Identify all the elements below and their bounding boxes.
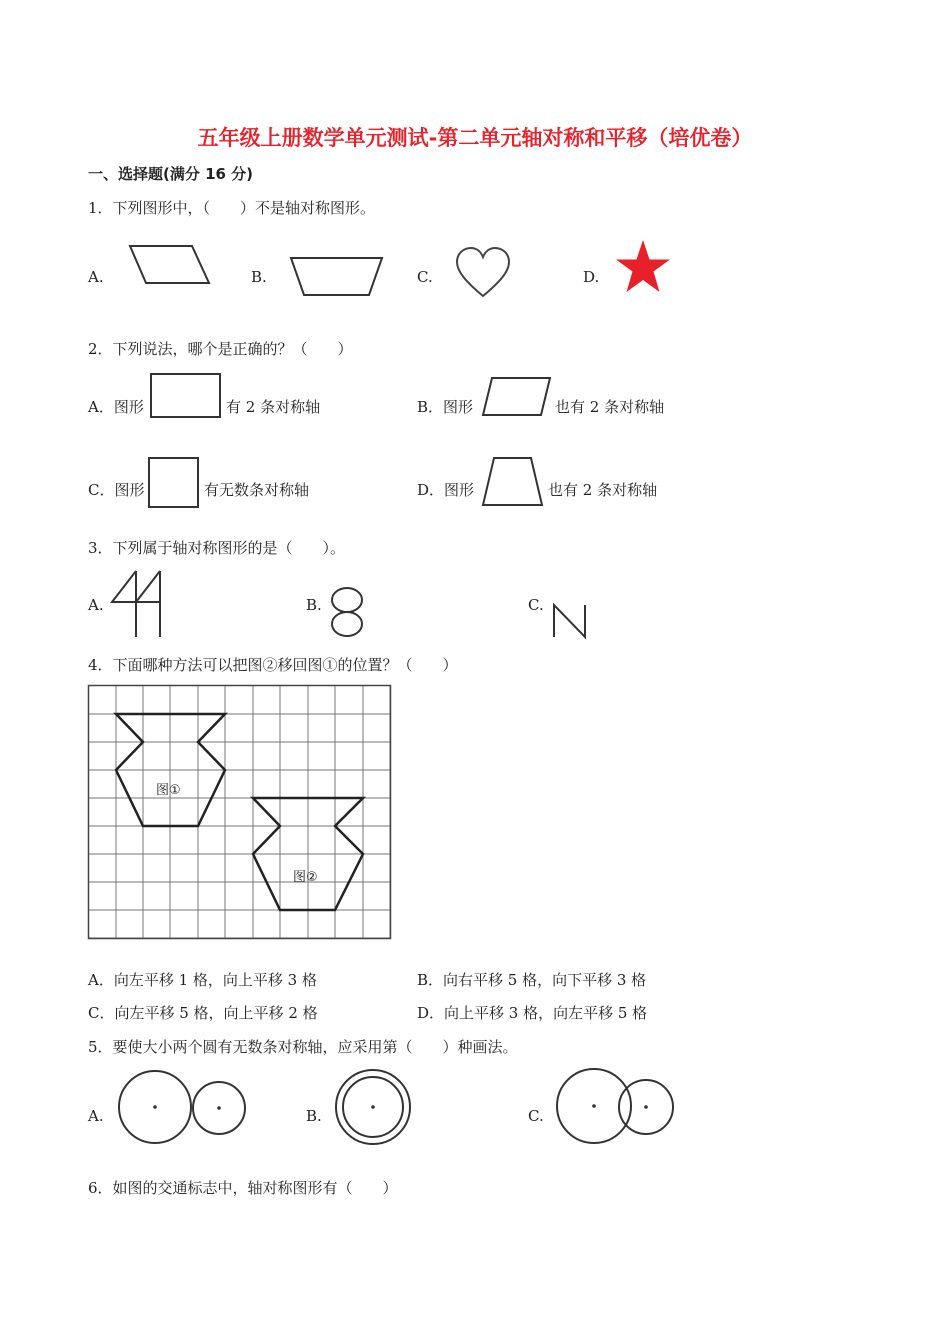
question-5-stem: 5．要使大小两个圆有无数条对称轴，应采用第（ ）种画法。 bbox=[88, 1038, 518, 1056]
q2-option-a-text: 有 2 条对称轴 bbox=[226, 398, 321, 416]
q2-option-b-label: B．图形 bbox=[417, 398, 474, 416]
q1-option-a-label: A. bbox=[88, 268, 104, 286]
q4-option-d: D．向上平移 3 格，向左平移 5 格 bbox=[417, 1004, 648, 1022]
question-3-stem: 3．下列属于轴对称图形的是（ ）。 bbox=[88, 539, 346, 557]
grid-figure bbox=[88, 685, 394, 941]
question-6-stem: 6．如图的交通标志中，轴对称图形有（ ） bbox=[88, 1179, 398, 1197]
rectangle-shape bbox=[150, 373, 222, 419]
q2-option-c-label: C．图形 bbox=[88, 481, 145, 499]
q3-option-b-label: B. bbox=[306, 596, 322, 614]
trapezoid-shape bbox=[290, 257, 384, 297]
q2-option-d-text: 也有 2 条对称轴 bbox=[548, 481, 658, 499]
q1-option-c-label: C. bbox=[417, 268, 433, 286]
square-shape bbox=[148, 457, 200, 509]
section-heading: 一、选择题(满分 16 分) bbox=[88, 165, 254, 183]
q1-option-b-label: B. bbox=[251, 268, 267, 286]
q2-option-d-label: D．图形 bbox=[417, 481, 475, 499]
q4-option-b: B．向右平移 5 格，向下平移 3 格 bbox=[417, 971, 647, 989]
q4-option-a: A．向左平移 1 格，向上平移 3 格 bbox=[88, 971, 317, 989]
question-4-stem: 4．下面哪种方法可以把图②移回图①的位置？（ ） bbox=[88, 656, 458, 674]
overlapping-circles-shape bbox=[555, 1067, 677, 1147]
q5-option-c-label: C. bbox=[528, 1107, 544, 1125]
q4-option-c: C．向左平移 5 格，向上平移 2 格 bbox=[88, 1004, 318, 1022]
q3-option-c-label: C. bbox=[528, 596, 544, 614]
figure-eight-shape bbox=[329, 586, 365, 640]
double-four-shape bbox=[110, 570, 162, 638]
question-1-stem: 1．下列图形中，（ ）不是轴对称图形。 bbox=[88, 199, 376, 217]
figure-2-label: 图② bbox=[293, 870, 318, 885]
letter-n-shape bbox=[552, 603, 588, 639]
star-shape bbox=[614, 239, 672, 295]
trapezoid-shape bbox=[482, 457, 544, 507]
heart-shape bbox=[455, 247, 511, 299]
separate-circles-shape bbox=[115, 1070, 249, 1148]
q5-option-a-label: A. bbox=[88, 1107, 104, 1125]
parallelogram-shape bbox=[482, 377, 552, 417]
question-2-stem: 2．下列说法，哪个是正确的？（ ） bbox=[88, 340, 353, 358]
q2-option-c-text: 有无数条对称轴 bbox=[204, 481, 310, 499]
q2-option-a-label: A．图形 bbox=[88, 398, 144, 416]
concentric-circles-shape bbox=[334, 1068, 414, 1148]
q3-option-a-label: A. bbox=[88, 596, 104, 614]
q2-option-b-text: 也有 2 条对称轴 bbox=[555, 398, 665, 416]
figure-1-label: 图① bbox=[156, 783, 181, 798]
page-title: 五年级上册数学单元测试-第二单元轴对称和平移（培优卷） bbox=[197, 126, 753, 150]
q1-option-d-label: D. bbox=[583, 268, 600, 286]
parallelogram-shape bbox=[128, 245, 212, 285]
q5-option-b-label: B. bbox=[306, 1107, 322, 1125]
